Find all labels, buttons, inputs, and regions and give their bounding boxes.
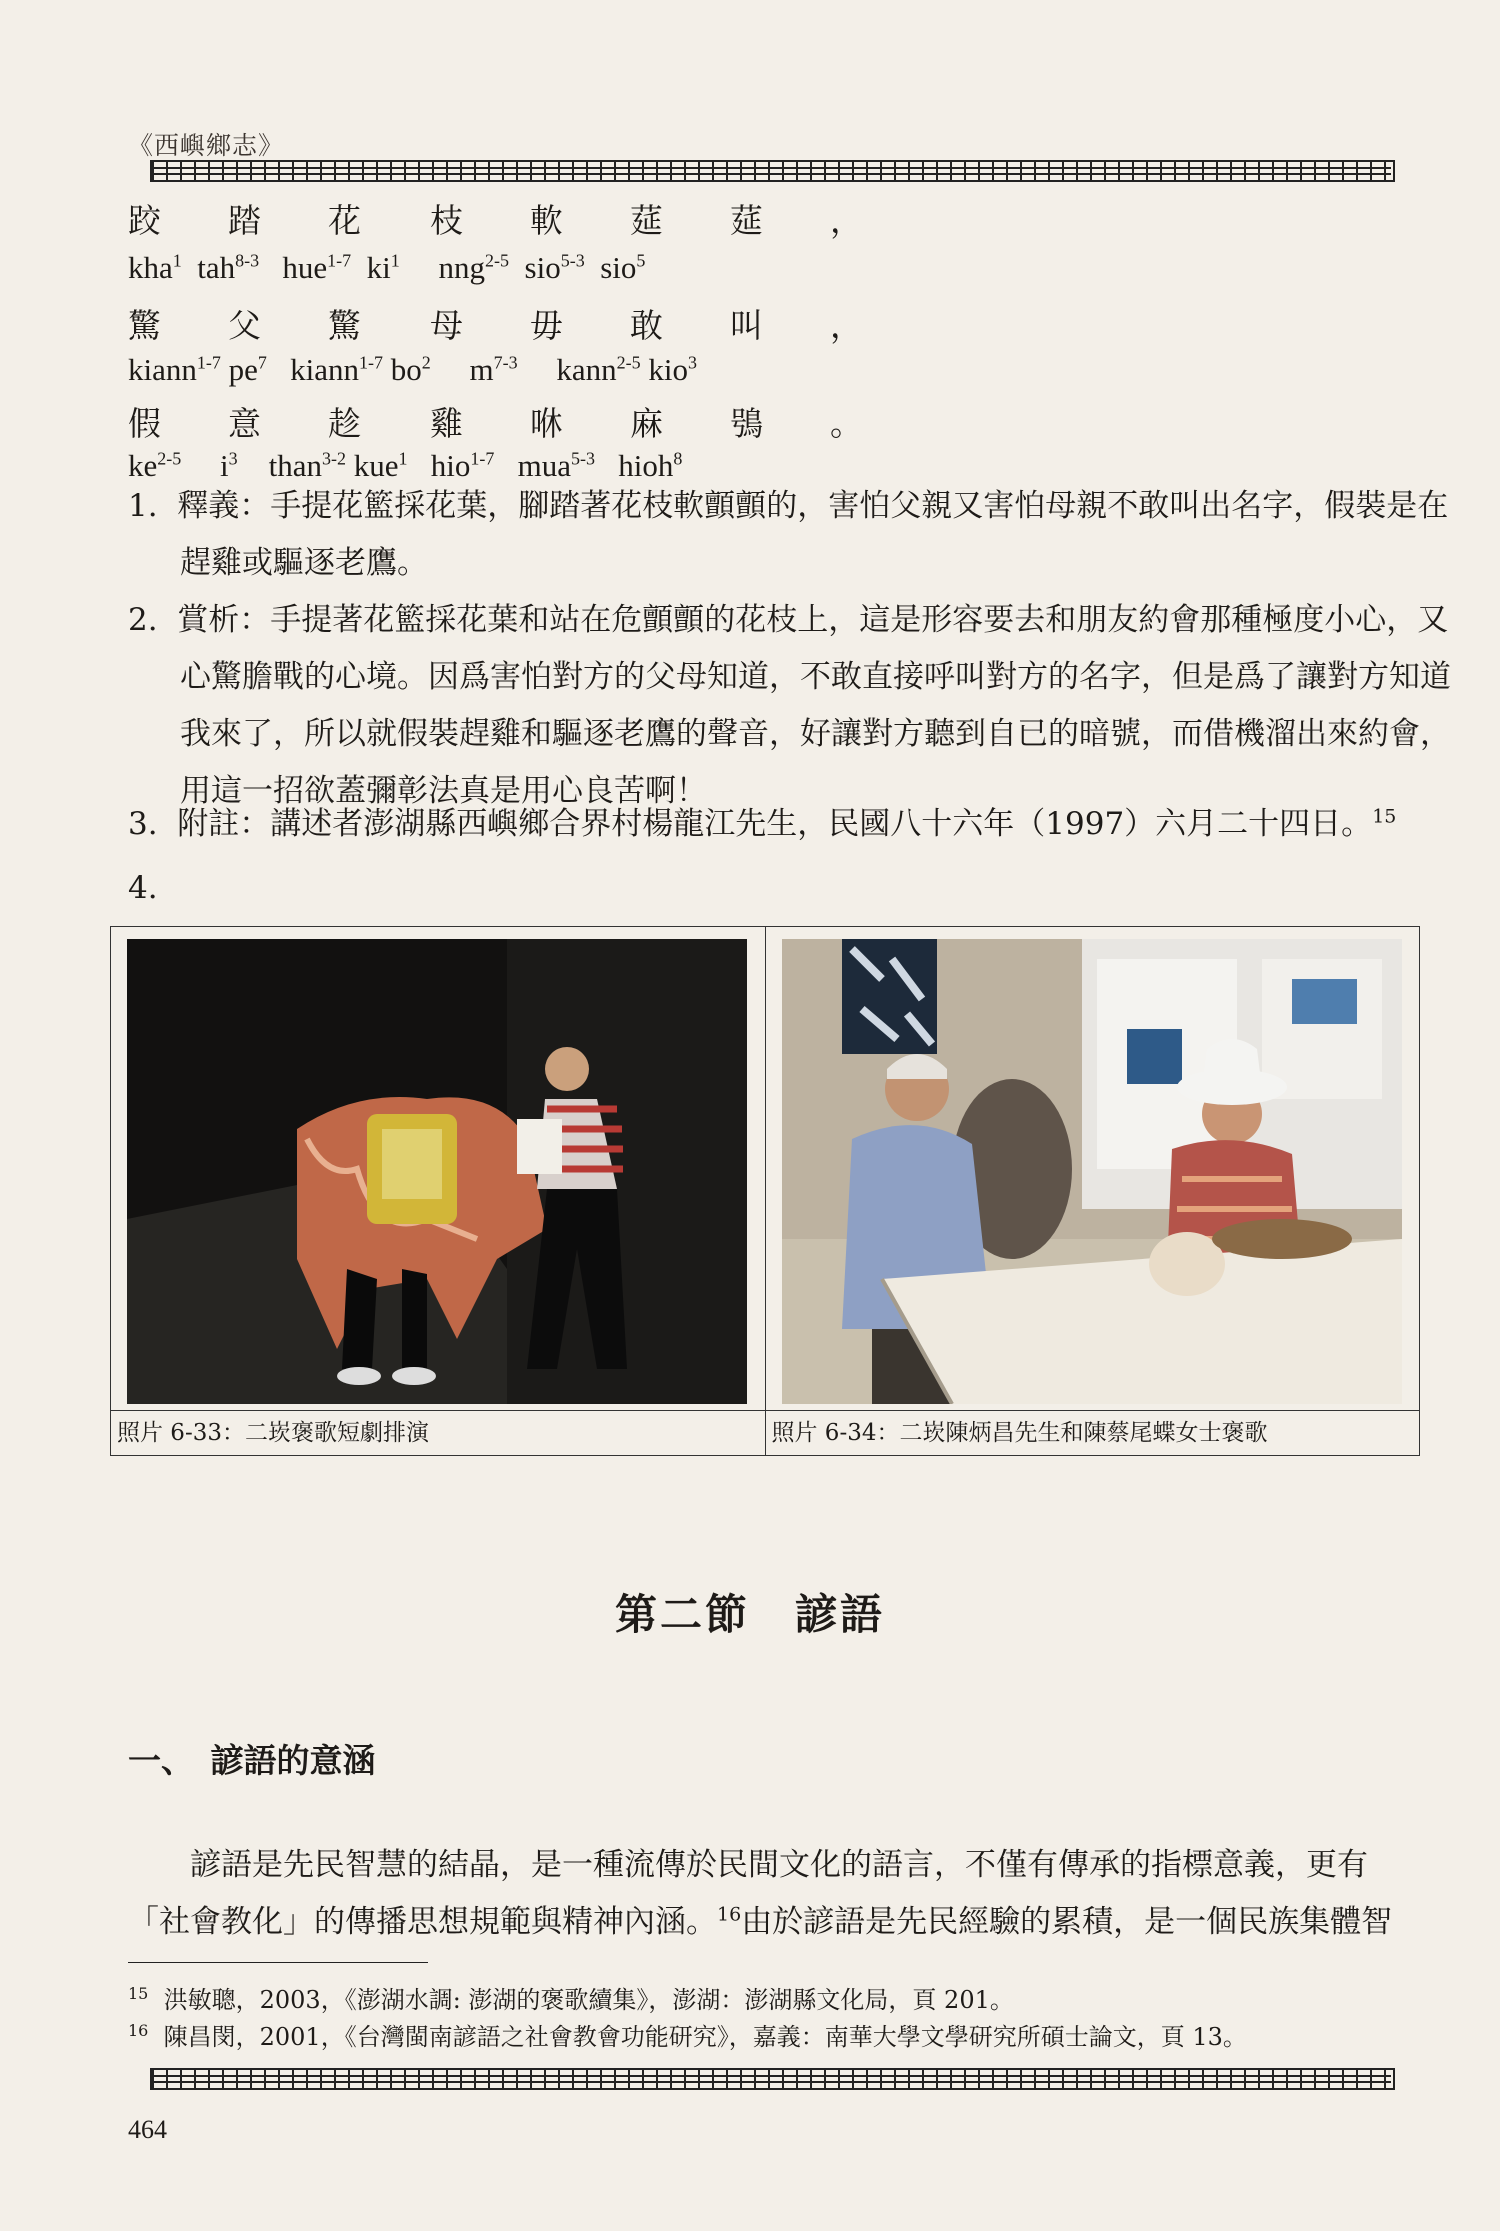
footnote-16: $^{16}$ 陳昌閔，2001，《台灣閩南諺語之社會教會功能研究》，嘉義：南華大學文學研究所碩士論文，頁 13。: [128, 2021, 1247, 2051]
photo-caption-right: 照片 6-34：二崁陳炳昌先生和陳蔡尾蝶女士褒歌: [766, 1410, 1420, 1455]
decorative-border-top: [150, 160, 1395, 182]
photo-cell-left: [111, 927, 766, 1455]
song-line-3-romanization: $ke^{2-5}$ $i^3$ than$^{3-2}$ kue$^1$ hio$^{1-7}$ mua$^{5-3}$ hioh$^8$: [128, 448, 683, 483]
footnote-15: $^{15}$ 洪敏聰，2003，《澎湖水調: 澎湖的褒歌續集》，澎湖：澎湖縣文化局，頁 201。: [128, 1984, 1014, 2014]
song-line-2-romanization: kiann$^{1-7}$ $pe^7$ kiann$^{1-7}$ $bo^2$ $m^{7-3}$ kann$^{2-5}$ kio$^3$: [128, 352, 698, 387]
photo-table: [110, 926, 1420, 1456]
item-1-interpretation: 1. 釋義：手提花籃採花葉，腳踏著花枝軟顫顫的，害怕父親又害怕母親不敢叫出名字，假裝是在趕雞或驅逐老鷹。: [128, 488, 1449, 581]
subsection-title: 一、 諺語的意涵: [128, 1741, 376, 1780]
singers-photo: [782, 939, 1402, 1404]
body-paragraph: 諺語是先民智慧的結晶，是一種流傳於民間文化的語言，不僅有傳承的指標意義，更有「社會教化」的傳播思想規範與精神內涵。$^{16}$由於諺語是先民經驗的累積，是一個民族集體智: [128, 1847, 1393, 1940]
rehearsal-photo: [127, 939, 747, 1404]
decorative-border-bottom: [150, 2068, 1395, 2090]
page-number: 464: [128, 2115, 167, 2144]
photo-caption-left: 照片 6-33：二崁褒歌短劇排演: [111, 1410, 765, 1455]
song-line-1-romanization: kha$^1$ tah$^{8-3}$ hue$^{1-7}$ $ki^1$ nng$^{2-5}$ sio$^{5-3}$ sio$^5$: [128, 250, 646, 285]
footnote-ref-15[interactable]: 15: [1372, 805, 1397, 828]
footnote-divider: [128, 1962, 428, 1963]
item-4-number: 4.: [128, 870, 158, 906]
item-3-note: 3. 附註：講述者澎湖縣西嶼鄉合界村楊龍江先生，民國八十六年（1997）六月二十四日。$^{15}$: [128, 805, 1397, 842]
item-2-appreciation: 2. 賞析：手提著花籃採花葉和站在危顫顫的花枝上，這是形容要去和朋友約會那種極度小心，又心驚膽戰的心境。因爲害怕對方的父母知道，不敢直接呼叫對方的名字，但是爲了讓對方知道我來了，所以就假裝趕雞和驅逐老鷹的聲音，好讓對方聽到自已的暗號，而借機溜出來約會，用這一招欲蓋彌彰法真是用心良苦啊！: [128, 602, 1451, 809]
section-title: 第二節 諺語: [614, 1590, 885, 1639]
footnote-ref-16[interactable]: 16: [717, 1903, 742, 1926]
song-line-3-hanzi: 假 意 趁 雞 咻 麻 鴞 。: [128, 404, 863, 443]
song-line-1-hanzi: 跤 踏 花 枝 軟 莚 莚 ，: [128, 201, 863, 240]
running-header: 《西嶼鄉志》: [128, 131, 285, 160]
photo-cell-right: [766, 927, 1420, 1455]
song-line-2-hanzi: 驚 父 驚 母 毋 敢 叫 ，: [128, 306, 863, 345]
